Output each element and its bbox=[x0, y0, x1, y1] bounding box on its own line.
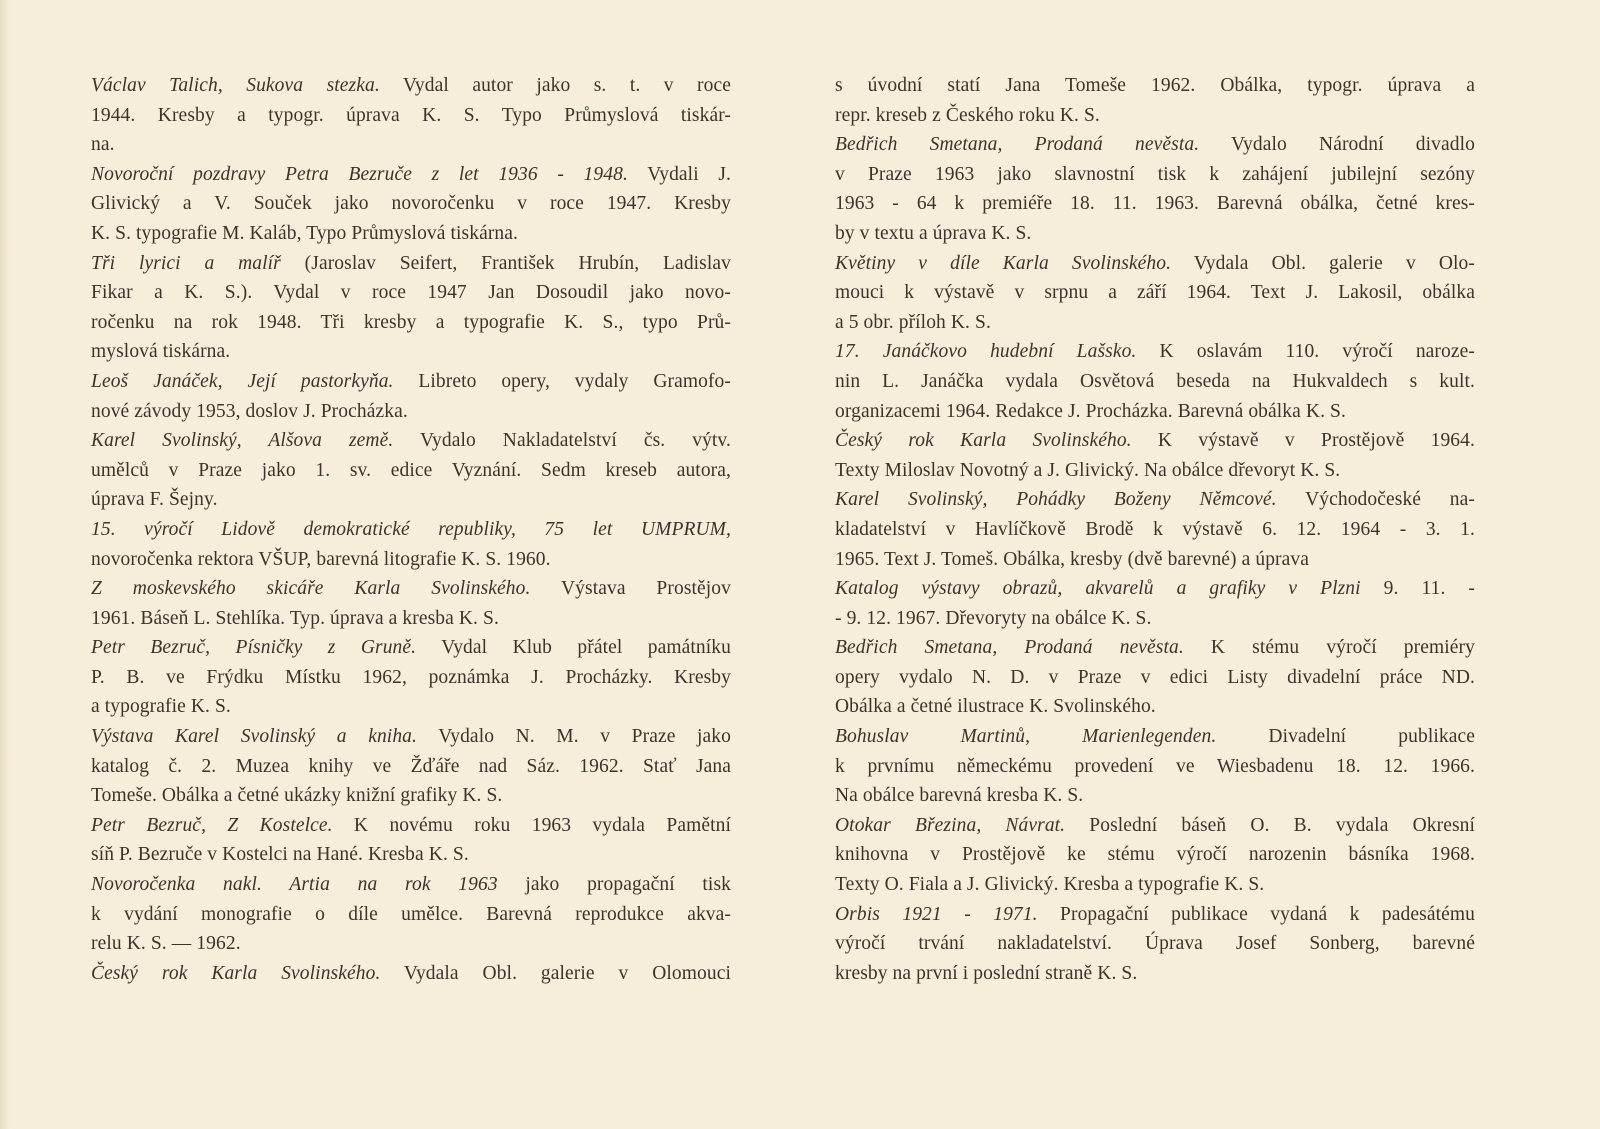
entry-line bbox=[835, 71, 1475, 101]
bibliography-entry bbox=[91, 811, 731, 870]
entry-text: Výstava Prostějov bbox=[530, 578, 732, 600]
entry-line bbox=[91, 663, 731, 693]
entry-text: 1961. Báseň L. Stehlíka. Typ. úprava a kresba K. S. bbox=[91, 607, 499, 629]
entry-title: Bohuslav Martinů, Marienlegenden. bbox=[835, 726, 1217, 748]
entry-line bbox=[91, 160, 731, 190]
entry-line bbox=[835, 545, 1475, 575]
entry-line bbox=[91, 574, 731, 604]
entry-text: Vydali J. bbox=[627, 163, 732, 185]
entry-line bbox=[91, 426, 731, 456]
bibliography-entry bbox=[835, 337, 1475, 426]
entry-line bbox=[835, 604, 1475, 634]
entry-text: Libreto opery, vydaly Gramofo- bbox=[393, 370, 732, 392]
entry-title: Katalog výstavy obrazů, akvarelů a grafiky v Plzni bbox=[835, 578, 1361, 600]
entry-line bbox=[835, 633, 1475, 663]
entry-text: 1965. Text J. Tomeš. Obálka, kresby (dvě barevné) a úprava bbox=[835, 548, 1309, 570]
bibliography-entry bbox=[835, 633, 1475, 722]
entry-text: repr. kreseb z Českého roku K. S. bbox=[835, 104, 1100, 126]
entry-text: knihovna v Prostějově ke stému výročí narozenin básníka 1968. bbox=[835, 844, 1475, 866]
bibliography-entry bbox=[91, 249, 731, 367]
entry-line bbox=[835, 160, 1475, 190]
bibliography-entry bbox=[91, 959, 731, 989]
entry-text: ročenku na rok 1948. Tři kresby a typografie K. S., typo Prů- bbox=[91, 311, 731, 333]
entry-text: katalog č. 2. Muzea knihy ve Žďáře nad Sáz. 1962. Stať Jana bbox=[91, 755, 731, 777]
entry-line bbox=[835, 426, 1475, 456]
entry-line bbox=[835, 337, 1475, 367]
entry-title: Václav Talich, Sukova stezka. bbox=[91, 75, 380, 96]
entry-text: K. S. typografie M. Kaláb, Typo Průmyslová tiskárna. bbox=[91, 222, 519, 244]
entry-line bbox=[835, 811, 1475, 841]
entry-text: myslová tiskárna. bbox=[91, 341, 231, 363]
entry-line bbox=[835, 929, 1475, 959]
entry-text: nin L. Janáčka vydala Osvětová beseda na Hukvaldech s kult. bbox=[835, 370, 1475, 392]
entry-line bbox=[91, 633, 731, 663]
bibliography-entry bbox=[91, 633, 731, 722]
entry-text: 1944. Kresby a typogr. úprava K. S. Typo Průmyslová tiskár- bbox=[91, 104, 731, 126]
entry-text: umělců v Praze jako 1. sv. edice Vyznání. Sedm kreseb autora, bbox=[91, 459, 731, 481]
entry-text: Vydala Obl. galerie v Olo- bbox=[1171, 252, 1475, 274]
entry-title: Bedřich Smetana, Prodaná nevěsta. bbox=[835, 637, 1184, 659]
entry-text: Texty Miloslav Novotný a J. Glivický. Na obálce dřevoryt K. S. bbox=[835, 459, 1341, 481]
entry-line bbox=[91, 101, 731, 131]
entry-text: s úvodní statí Jana Tomeše 1962. Obálka, typogr. úprava a bbox=[835, 75, 1475, 96]
entry-line bbox=[835, 752, 1475, 782]
entry-text: výročí trvání nakladatelství. Úprava Josef Sonberg, barevné bbox=[835, 933, 1475, 955]
entry-line bbox=[91, 840, 731, 870]
entry-line bbox=[835, 278, 1475, 308]
bibliography-entry bbox=[835, 811, 1475, 900]
entry-line bbox=[91, 278, 731, 308]
bibliography-entry bbox=[835, 485, 1475, 574]
entry-text: novoročenka rektora VŠUP, barevná litografie K. S. 1960. bbox=[91, 548, 551, 570]
entry-text: síň P. Bezruče v Kostelci na Hané. Kresba K. S. bbox=[91, 844, 469, 866]
entry-line bbox=[835, 485, 1475, 515]
entry-text: relu K. S. — 1962. bbox=[91, 933, 241, 955]
entry-text: k vydání monografie o díle umělce. Barevná reprodukce akva- bbox=[91, 903, 731, 925]
entry-text: mouci k výstavě v srpnu a září 1964. Text J. Lakosil, obálka bbox=[835, 282, 1475, 304]
entry-text: K oslavám 110. výročí naroze- bbox=[1136, 341, 1475, 363]
entry-line bbox=[91, 249, 731, 279]
entry-line bbox=[91, 959, 731, 989]
entry-line bbox=[835, 722, 1475, 752]
entry-text: Fikar a K. S.). Vydal v roce 1947 Jan Dosoudil jako novo- bbox=[91, 282, 731, 304]
entry-text: k prvnímu německému provedení ve Wiesbadenu 18. 12. 1966. bbox=[835, 755, 1475, 777]
entry-line bbox=[91, 130, 731, 160]
entry-text: kladatelství v Havlíčkově Brodě k výstavě 6. 12. 1964 - 3. 1. bbox=[835, 518, 1475, 540]
entry-line bbox=[835, 574, 1475, 604]
entry-line bbox=[91, 604, 731, 634]
entry-line bbox=[91, 337, 731, 367]
entry-title: Český rok Karla Svolinského. bbox=[91, 962, 381, 984]
entry-text: Vydal autor jako s. t. v roce bbox=[379, 75, 731, 96]
entry-text: K stému výročí premiéry bbox=[1183, 637, 1475, 659]
entry-title: Bedřich Smetana, Prodaná nevěsta. bbox=[835, 134, 1200, 156]
entry-text: Vydalo N. M. v Praze jako bbox=[417, 726, 731, 748]
entry-text: Na obálce barevná kresba K. S. bbox=[835, 785, 1084, 807]
entry-text: Východočeské na- bbox=[1276, 489, 1476, 511]
entry-line bbox=[835, 692, 1475, 722]
entry-text: Vydalo Nakladatelství čs. výtv. bbox=[393, 430, 731, 452]
entry-title: Květiny v díle Karla Svolinského. bbox=[835, 252, 1172, 274]
entry-title: Tři lyrici a malíř bbox=[91, 252, 281, 274]
entry-text: - 9. 12. 1967. Dřevoryty na obálce K. S. bbox=[835, 607, 1152, 629]
bibliography-entry bbox=[91, 515, 731, 574]
entry-text: K výstavě v Prostějově 1964. bbox=[1131, 430, 1475, 452]
entry-title: 15. výročí Lidově demokratické republiky, 75 let UMPRUM, bbox=[91, 518, 731, 540]
bibliography-entry bbox=[835, 426, 1475, 485]
entry-line bbox=[835, 515, 1475, 545]
entry-line bbox=[835, 189, 1475, 219]
entry-text: Vydala Obl. galerie v Olomouci bbox=[380, 962, 731, 984]
entry-line bbox=[91, 545, 731, 575]
entry-title: Český rok Karla Svolinského. bbox=[835, 430, 1132, 452]
entry-line bbox=[835, 219, 1475, 249]
entry-title: Orbis 1921 - 1971. bbox=[835, 903, 1038, 925]
entry-line bbox=[835, 781, 1475, 811]
bibliography-entry bbox=[91, 367, 731, 426]
entry-line bbox=[835, 959, 1475, 989]
entry-text: Obálka a četné ilustrace K. Svolinského. bbox=[835, 696, 1156, 718]
entry-text: 1963 - 64 k premiéře 18. 11. 1963. Barevná obálka, četné kres- bbox=[835, 193, 1475, 215]
entry-line bbox=[91, 189, 731, 219]
entry-text: (Jaroslav Seifert, František Hrubín, Ladislav bbox=[280, 252, 731, 274]
entry-line bbox=[91, 900, 731, 930]
entry-title: Výstava Karel Svolinský a kniha. bbox=[91, 726, 418, 748]
entry-line bbox=[91, 219, 731, 249]
bibliography-entry bbox=[91, 870, 731, 959]
entry-line bbox=[91, 781, 731, 811]
entry-title: Novoroční pozdravy Petra Bezruče z let 1936 - 1948. bbox=[91, 163, 628, 185]
bibliography-entry bbox=[91, 160, 731, 249]
entry-line bbox=[91, 71, 731, 101]
entry-text: úprava F. Šejny. bbox=[91, 489, 218, 511]
bibliography-entry bbox=[835, 249, 1475, 338]
entry-text: Propagační publikace vydaná k padesátému bbox=[1037, 903, 1475, 925]
entry-line bbox=[835, 840, 1475, 870]
entry-line bbox=[91, 515, 731, 545]
entry-text: nové závody 1953, doslov J. Procházka. bbox=[91, 400, 408, 422]
bibliography-entry bbox=[835, 574, 1475, 633]
entry-title: 17. Janáčkovo hudební Lašsko. bbox=[835, 341, 1137, 363]
entry-line bbox=[91, 308, 731, 338]
entry-title: Karel Svolinský, Alšova země. bbox=[91, 430, 394, 452]
entry-line bbox=[91, 870, 731, 900]
entry-line bbox=[835, 397, 1475, 427]
entry-text: jako propagační tisk bbox=[497, 874, 731, 896]
entry-text: Vydal Klub přátel památníku bbox=[416, 637, 731, 659]
entry-text: Tomeše. Obálka a četné ukázky knižní grafiky K. S. bbox=[91, 785, 503, 807]
entry-title: Z moskevského skicáře Karla Svolinského. bbox=[91, 578, 531, 600]
bibliography-entry bbox=[91, 71, 731, 160]
bibliography-entry bbox=[835, 900, 1475, 989]
entry-line bbox=[91, 752, 731, 782]
entry-text: Poslední báseň O. B. vydala Okresní bbox=[1065, 814, 1476, 836]
entry-line bbox=[91, 397, 731, 427]
entry-line bbox=[835, 900, 1475, 930]
entry-text: a typografie K. S. bbox=[91, 696, 231, 718]
entry-title: Novoročenka nakl. Artia na rok 1963 bbox=[91, 874, 498, 896]
bibliography-entry bbox=[835, 130, 1475, 248]
bibliography-entry bbox=[91, 722, 731, 811]
entry-title: Petr Bezruč, Písničky z Gruně. bbox=[91, 637, 417, 659]
entry-line bbox=[835, 367, 1475, 397]
entry-text: by v textu a úprava K. S. bbox=[835, 222, 1032, 244]
entry-text: K novému roku 1963 vydala Pamětní bbox=[332, 814, 731, 836]
entry-text: organizacemi 1964. Redakce J. Procházka. Barevná obálka K. S. bbox=[835, 400, 1346, 422]
entry-line bbox=[835, 663, 1475, 693]
entry-title: Karel Svolinský, Pohádky Boženy Němcové. bbox=[835, 489, 1277, 511]
entry-text: Glivický a V. Souček jako novoročenku v roce 1947. Kresby bbox=[91, 193, 731, 215]
entry-line bbox=[835, 870, 1475, 900]
entry-line bbox=[835, 249, 1475, 279]
entry-text: Vydalo Národní divadlo bbox=[1199, 134, 1475, 156]
entry-title: Petr Bezruč, Z Kostelce. bbox=[91, 814, 333, 836]
bibliography-entry bbox=[91, 426, 731, 515]
entry-text: Divadelní publikace bbox=[1216, 726, 1475, 748]
entry-text: P. B. ve Frýdku Místku 1962, poznámka J. Procházky. Kresby bbox=[91, 666, 731, 688]
entry-text: opery vydalo N. D. v Praze v edici Listy divadelní práce ND. bbox=[835, 666, 1475, 688]
entry-line bbox=[835, 101, 1475, 131]
bibliography-entry bbox=[835, 71, 1475, 130]
entry-text: a 5 obr. příloh K. S. bbox=[835, 311, 991, 333]
entry-line bbox=[835, 130, 1475, 160]
entry-title: Leoš Janáček, Její pastorkyňa. bbox=[91, 370, 394, 392]
entry-text: kresby na první i poslední straně K. S. bbox=[835, 962, 1138, 984]
entry-text: na. bbox=[91, 134, 115, 156]
bibliography-entry bbox=[91, 574, 731, 633]
entry-text: Texty O. Fiala a J. Glivický. Kresba a typografie K. S. bbox=[835, 874, 1265, 896]
entry-line bbox=[91, 367, 731, 397]
entry-title: Otokar Březina, Návrat. bbox=[835, 814, 1066, 836]
left-column bbox=[91, 71, 731, 988]
entry-line bbox=[91, 722, 731, 752]
entry-line bbox=[91, 692, 731, 722]
entry-line bbox=[835, 456, 1475, 486]
entry-line bbox=[91, 929, 731, 959]
page-fold-shadow bbox=[0, 0, 10, 1129]
right-column bbox=[835, 71, 1475, 988]
entry-line bbox=[91, 485, 731, 515]
entry-line bbox=[91, 456, 731, 486]
bibliography-entry bbox=[835, 722, 1475, 811]
entry-line bbox=[835, 308, 1475, 338]
entry-text: v Praze 1963 jako slavnostní tisk k zahájení jubilejní sezóny bbox=[835, 163, 1475, 185]
entry-line bbox=[91, 811, 731, 841]
entry-text: 9. 11. - bbox=[1360, 578, 1476, 600]
